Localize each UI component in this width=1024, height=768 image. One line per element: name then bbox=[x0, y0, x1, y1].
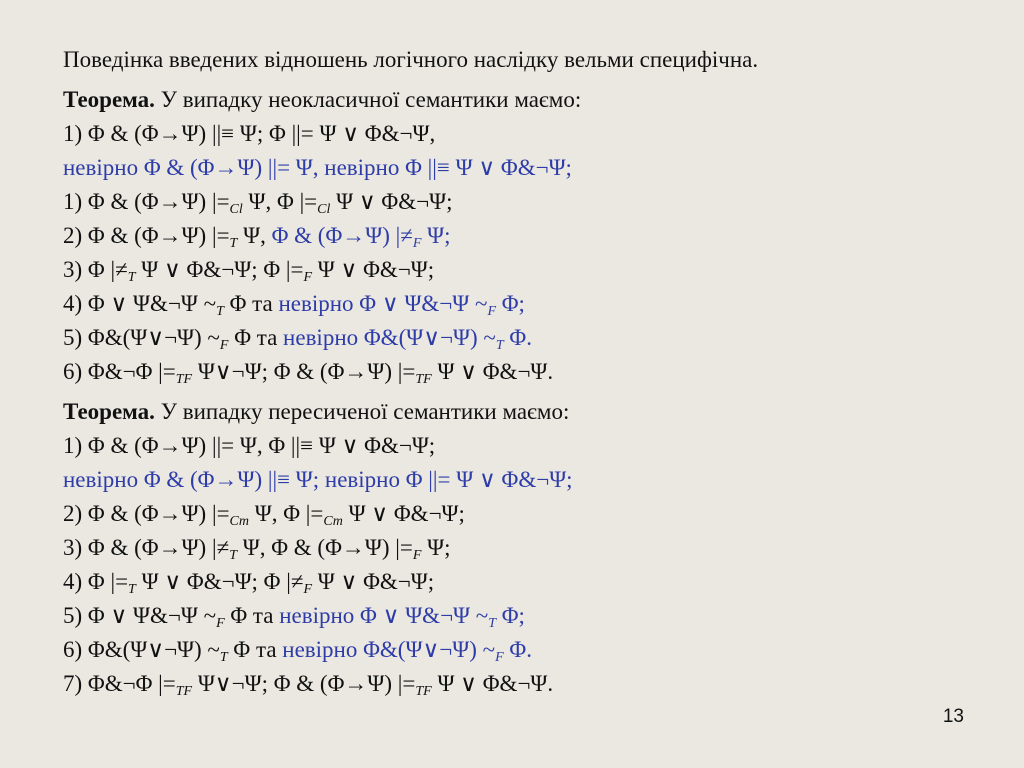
subscript: T bbox=[229, 236, 238, 251]
theorem2-line-4 bbox=[63, 568, 434, 604]
formula-part: 4) Φ |= bbox=[63, 569, 129, 594]
formula-part: Ψ, Φ & (Φ→Ψ) |= bbox=[237, 535, 413, 560]
theorem2-statement: У випадку пересиченої семантики маємо: bbox=[154, 399, 570, 424]
formula-part-highlighted: Ψ; bbox=[421, 223, 451, 248]
subscript: T bbox=[488, 616, 496, 631]
subscript: F bbox=[495, 650, 504, 665]
formula-part-highlighted: невірно Φ&(Ψ∨¬Ψ) ~ bbox=[282, 637, 496, 662]
subscript: F bbox=[412, 548, 422, 563]
theorem2-line-7 bbox=[63, 670, 553, 706]
subscript: F bbox=[303, 270, 313, 285]
subscript: TF bbox=[175, 684, 193, 699]
subscript: F bbox=[412, 236, 422, 251]
formula-part: Φ та bbox=[227, 637, 283, 662]
subscript: TF bbox=[415, 684, 432, 699]
formula-part: 5) Φ&(Ψ∨¬Ψ) ~ bbox=[63, 325, 220, 350]
formula-part: Ψ ∨ Φ&¬Ψ; bbox=[330, 189, 453, 214]
formula-part: Ψ ∨ Φ&¬Ψ; bbox=[342, 501, 465, 526]
theorem2-heading bbox=[63, 398, 569, 426]
subscript: Cl bbox=[229, 202, 243, 217]
theorem2-line-2 bbox=[63, 500, 465, 536]
formula-part: Ψ∨¬Ψ; Φ & (Φ→Ψ) |= bbox=[192, 671, 416, 696]
formula: 1) Φ & (Φ→Ψ) ||≡ Ψ; Φ ||= Ψ ∨ Φ&¬Ψ, bbox=[63, 121, 436, 146]
formula-part: Ψ ∨ Φ&¬Ψ; Φ |= bbox=[135, 257, 304, 282]
formula-part: 1) Φ & (Φ→Ψ) |= bbox=[63, 189, 230, 214]
theorem1-line-1 bbox=[63, 120, 435, 148]
formula-part-highlighted: Φ. bbox=[503, 637, 532, 662]
formula-part: Ψ ∨ Φ&¬Ψ; bbox=[312, 569, 435, 594]
formula-part-highlighted: невірно Φ ∨ Ψ&¬Ψ ~ bbox=[278, 291, 488, 316]
formula-part: 3) Φ |≠ bbox=[63, 257, 128, 282]
formula-part-highlighted: Φ; bbox=[496, 603, 525, 628]
formula: невірно Φ & (Φ→Ψ) ||≡ Ψ; невірно Φ ||= Ψ ∨ Φ&¬Ψ; bbox=[63, 467, 573, 492]
intro-text bbox=[63, 46, 758, 74]
theorem1-line-4 bbox=[63, 256, 434, 292]
theorem1-line-2 bbox=[63, 188, 452, 224]
subscript: F bbox=[487, 304, 496, 319]
subscript: TF bbox=[175, 372, 193, 387]
theorem2-line-5 bbox=[63, 602, 525, 638]
formula-part: Ψ ∨ Φ&¬Ψ. bbox=[431, 359, 554, 384]
formula-part: Φ та bbox=[224, 603, 280, 628]
theorem1-line-5 bbox=[63, 290, 525, 326]
subscript: Cm bbox=[229, 514, 249, 529]
subscript: T bbox=[127, 270, 136, 285]
theorem2-line-3 bbox=[63, 534, 451, 570]
formula-part: Ψ ∨ Φ&¬Ψ. bbox=[431, 671, 554, 696]
formula-part: Ψ ∨ Φ&¬Ψ; bbox=[312, 257, 435, 282]
theorem2-line-1 bbox=[63, 432, 435, 460]
formula-part: Ψ∨¬Ψ; Φ & (Φ→Ψ) |= bbox=[192, 359, 416, 384]
formula-part-highlighted: Φ. bbox=[503, 325, 532, 350]
formula-part: Ψ; bbox=[421, 535, 451, 560]
subscript: F bbox=[303, 582, 313, 597]
formula-part-highlighted: невірно Φ&(Ψ∨¬Ψ) ~ bbox=[283, 325, 496, 350]
formula-part: Φ та bbox=[228, 325, 284, 350]
theorem1-heading bbox=[63, 86, 581, 114]
theorem1-line-3 bbox=[63, 222, 451, 258]
formula-part: 6) Φ&(Ψ∨¬Ψ) ~ bbox=[63, 637, 220, 662]
formula-part: 2) Φ & (Φ→Ψ) |= bbox=[63, 501, 230, 526]
formula-part: 7) Φ&¬Φ |= bbox=[63, 671, 176, 696]
formula-part: Ψ, bbox=[237, 223, 272, 248]
formula-part: 4) Φ ∨ Ψ&¬Ψ ~ bbox=[63, 291, 217, 316]
subscript: F bbox=[216, 616, 225, 631]
formula-part-highlighted: невірно Φ ∨ Ψ&¬Ψ ~ bbox=[279, 603, 489, 628]
theorem1-line-1-negation bbox=[63, 154, 572, 182]
formula-part-highlighted: Φ; bbox=[496, 291, 525, 316]
formula-part: 5) Φ ∨ Ψ&¬Ψ ~ bbox=[63, 603, 217, 628]
theorem2-label: Теорема. bbox=[63, 399, 155, 424]
formula-part: Ψ, Φ |= bbox=[242, 189, 318, 214]
formula-part: 2) Φ & (Φ→Ψ) |= bbox=[63, 223, 230, 248]
subscript: Cm bbox=[323, 514, 343, 529]
formula-part-highlighted: Φ & (Φ→Ψ) |≠ bbox=[271, 223, 413, 248]
subscript: T bbox=[128, 582, 136, 597]
subscript: Cl bbox=[317, 202, 331, 217]
subscript: F bbox=[219, 338, 229, 353]
intro-sentence: Поведінка введених відношень логічного наслідку вельми специфічна. bbox=[63, 47, 759, 72]
subscript: T bbox=[229, 548, 237, 563]
theorem1-line-7 bbox=[63, 358, 553, 394]
formula-part: 3) Φ & (Φ→Ψ) |≠ bbox=[63, 535, 230, 560]
page-number: 13 bbox=[942, 706, 964, 727]
formula: 1) Φ & (Φ→Ψ) ||= Ψ, Φ ||≡ Ψ ∨ Φ&¬Ψ; bbox=[63, 433, 436, 458]
theorem1-statement: У випадку неокласичної семантики маємо: bbox=[154, 87, 582, 112]
theorem2-line-6 bbox=[63, 636, 532, 672]
theorem1-line-6 bbox=[63, 324, 532, 360]
subscript: T bbox=[219, 650, 228, 665]
formula-part: Ψ ∨ Φ&¬Ψ; Φ |≠ bbox=[135, 569, 304, 594]
formula: невірно Φ & (Φ→Ψ) ||= Ψ, невірно Φ ||≡ Ψ ∨ Φ&¬Ψ; bbox=[63, 155, 572, 180]
formula-part: 6) Φ&¬Φ |= bbox=[63, 359, 176, 384]
subscript: T bbox=[495, 338, 504, 353]
theorem2-line-1-negation bbox=[63, 466, 573, 494]
subscript: T bbox=[216, 304, 224, 319]
formula-part: Ψ, Φ |= bbox=[249, 501, 324, 526]
formula-part: Φ та bbox=[223, 291, 279, 316]
subscript: TF bbox=[415, 372, 432, 387]
theorem1-label: Теорема. bbox=[63, 87, 155, 112]
